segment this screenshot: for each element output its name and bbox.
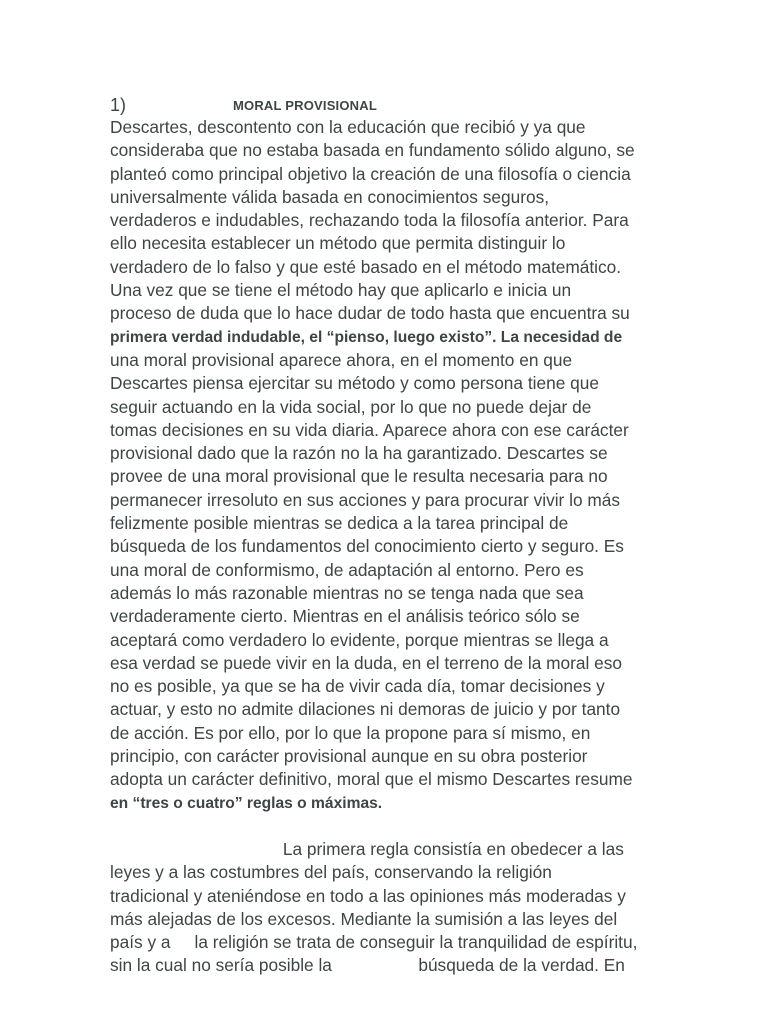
text-line: permanecer irresoluto en sus acciones y para procurar vivir lo más — [110, 489, 621, 510]
text-line: búsqueda de los fundamentos del conocimiento cierto y seguro. Es — [110, 536, 624, 557]
text-line: Descartes, descontento con la educación que recibió y ya que — [110, 117, 586, 137]
section-heading — [110, 94, 670, 116]
text-line: tradicional y ateniéndose en todo a las opiniones más moderadas y — [110, 885, 626, 906]
text-line: Una vez que se tiene el método hay que aplicarlo e inicia un — [110, 280, 572, 301]
text-line: adopta un carácter definitivo, moral que el mismo Descartes resume — [110, 769, 633, 790]
paragraph-2 — [110, 838, 670, 978]
text-line: tomas decisiones en su vida diaria. Aparece ahora con ese carácter — [110, 419, 629, 440]
text-line: La primera regla consistía en obedecer a las — [110, 838, 624, 859]
text-line: verdaderamente cierto. Mientras en el análisis teórico sólo se — [110, 606, 580, 627]
text-line: esa verdad se puede vivir en la duda, en el terreno de la moral eso — [110, 652, 623, 673]
section-title: MORAL PROVISIONAL — [233, 98, 378, 113]
text-line: verdaderos e indudables, rechazando toda la filosofía anterior. Para — [110, 210, 629, 231]
text-line: verdadero de lo falso y que esté basado en el método matemático. — [110, 256, 622, 277]
text-line: provisional dado que la razón no la ha garantizado. Descartes se — [110, 443, 608, 464]
text-line: leyes y a las costumbres del país, conservando la religión — [110, 862, 552, 883]
text-line: Descartes piensa ejercitar su método y como persona tiene que — [110, 373, 599, 394]
text-line: provee de una moral provisional que le resulta necesaria para no — [110, 466, 608, 487]
text-line: país y a la religión se trata de conseguir la tranquilidad de espíritu, — [110, 932, 638, 953]
text-line: de acción. Es por ello, por lo que la propone para sí mismo, en — [110, 722, 591, 743]
text-line: sin la cual no sería posible la búsqueda de la verdad. En — [110, 955, 625, 976]
text-line: una moral de conformismo, de adaptación al entorno. Pero es — [110, 559, 584, 580]
text-line: actuar, y esto no admite dilaciones ni demoras de juicio y por tanto — [110, 699, 621, 720]
bold-text-line: primera verdad indudable, el “pienso, luego existo”. La necesidad de — [110, 328, 623, 346]
document-page — [110, 94, 670, 978]
text-line: planteó como principal objetivo la creación de una filosofía o ciencia — [110, 163, 631, 184]
paragraph-spacer — [110, 815, 670, 838]
text-line: además lo más razonable mientras no se tenga nada que sea — [110, 582, 584, 603]
bold-text-line: en “tres o cuatro” reglas o máximas. — [110, 794, 383, 812]
section-number: 1) — [110, 95, 127, 115]
text-line: seguir actuando en la vida social, por lo que no puede dejar de — [110, 396, 592, 417]
text-line: ello necesita establecer un método que permita distinguir lo — [110, 233, 566, 254]
text-line: proceso de duda que lo hace dudar de todo hasta que encuentra su — [110, 303, 630, 324]
text-line: más alejadas de los excesos. Mediante la sumisión a las leyes del — [110, 908, 618, 929]
text-line: no es posible, ya que se ha de vivir cada día, tomar decisiones y — [110, 676, 605, 697]
text-line: consideraba que no estaba basada en fundamento sólido alguno, se — [110, 140, 635, 161]
text-line: felizmente posible mientras se dedica a la tarea principal de — [110, 513, 569, 534]
text-line: universalmente válida basada en conocimientos seguros, — [110, 186, 550, 207]
text-line: aceptará como verdadero lo evidente, porque mientras se llega a — [110, 629, 609, 650]
text-line: principio, con carácter provisional aunque en su obra posterior — [110, 746, 588, 767]
text-line: una moral provisional aparece ahora, en el momento en que — [110, 349, 573, 370]
paragraph-1 — [110, 116, 670, 815]
